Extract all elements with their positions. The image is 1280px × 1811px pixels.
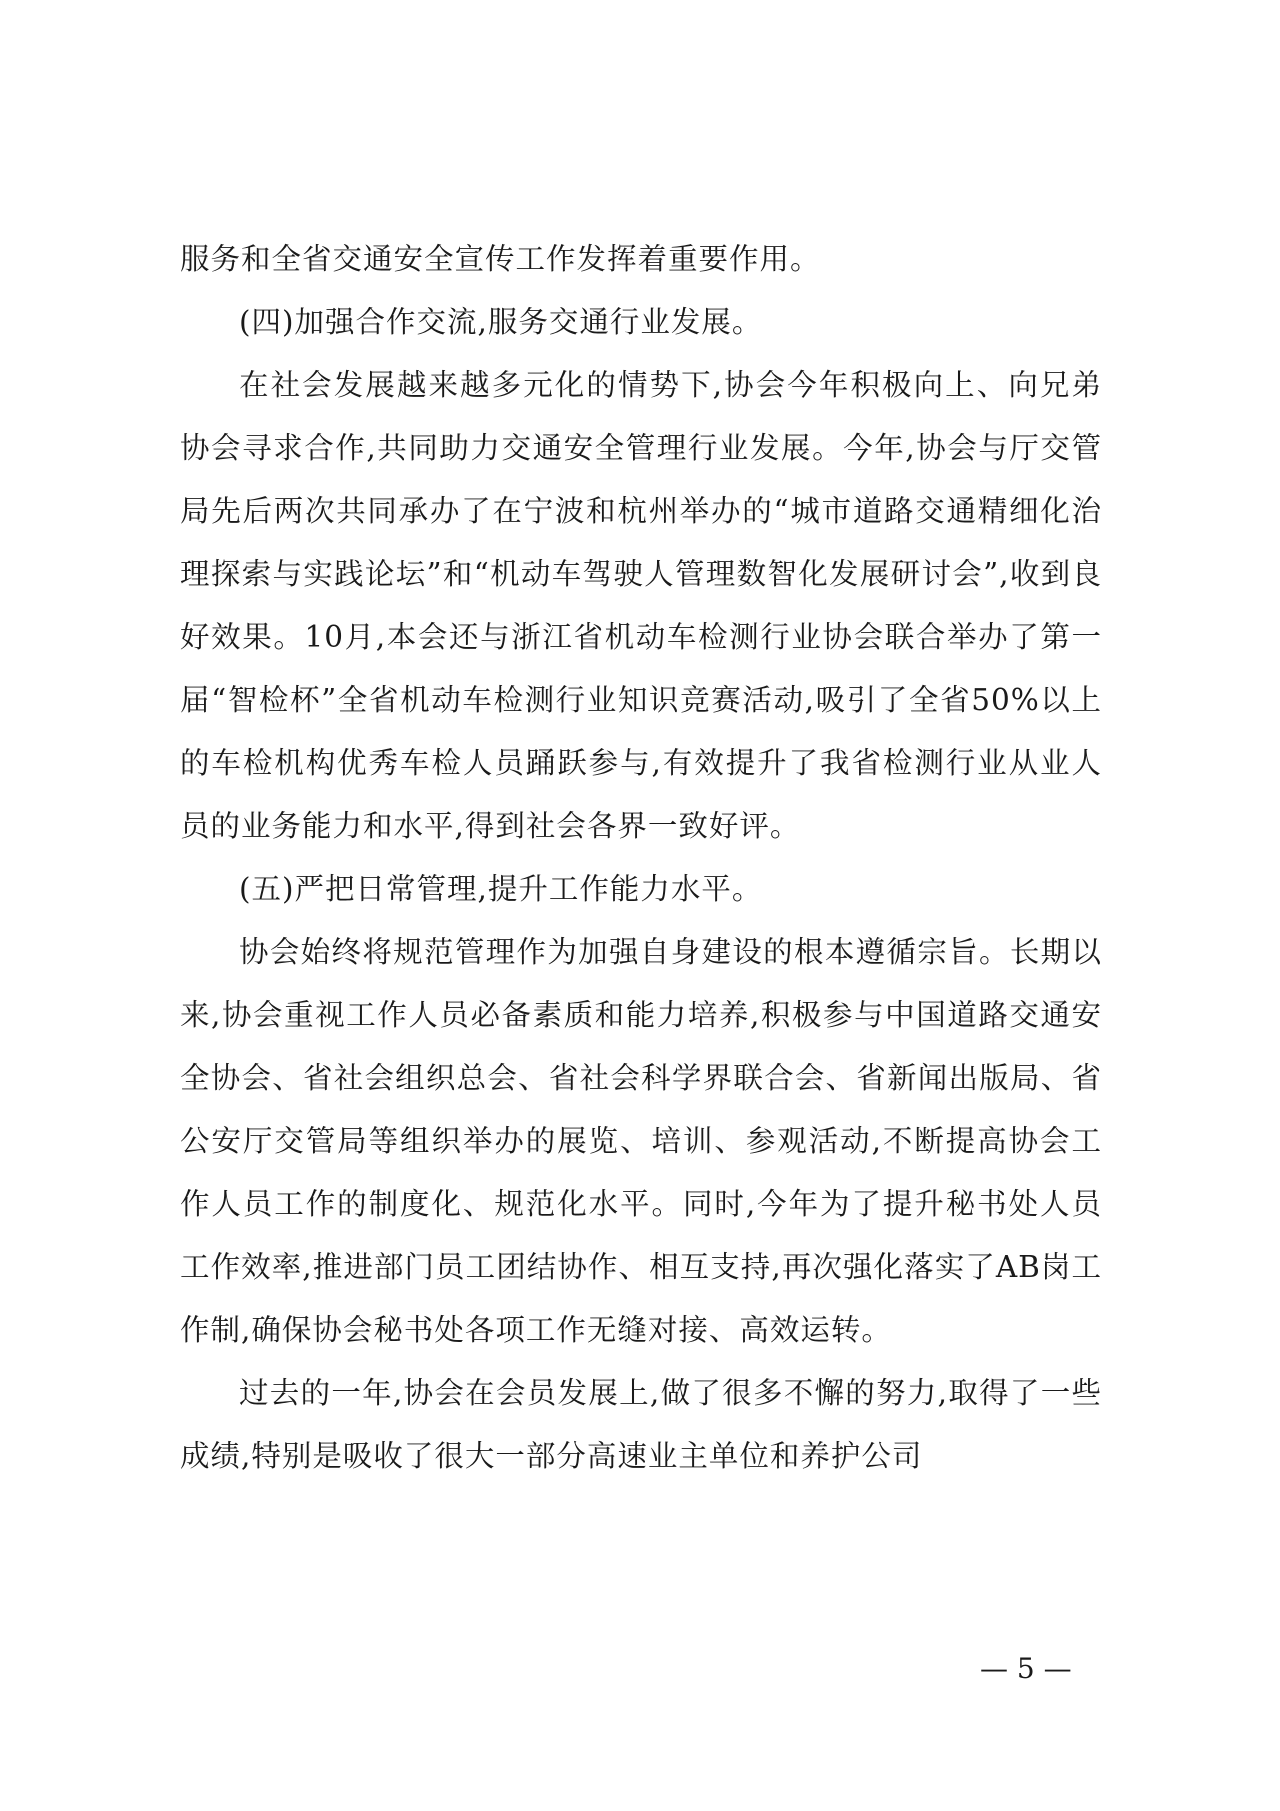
paragraph-membership: 过去的一年,协会在会员发展上,做了很多不懈的努力,取得了一些成绩,特别是吸收了很大一部分高速业主单位和养护公司 (180, 1376, 1102, 1473)
continuation-paragraph: 服务和全省交通安全宣传工作发挥着重要作用。 (180, 242, 821, 276)
page-number: — 5 — (980, 1652, 1072, 1685)
section-heading-5: (五)严把日常管理,提升工作能力水平。 (239, 872, 763, 906)
paragraph-cooperation: 在社会发展越来越多元化的情势下,协会今年积极向上、向兄弟协会寻求合作,共同助力交通安全管理行业发展。今年,协会与厅交管局先后两次共同承办了在宁波和杭州举办的“城市道路交通精细化治理探索与实践论坛”和“机动车驾驶人管理数智化发展研讨会”,收到良好效果。10月,本会还与浙江省机动车检测行业协会联合举办了第一届“智检杯”全省机动车检测行业知识竞赛活动,吸引了全省50%以上的车检机构优秀车检人员踊跃参与,有效提升了我省检测行业从业人员的业务能力和水平,得到社会各界一致好评。 (180, 368, 1102, 843)
section-heading-4: (四)加强合作交流,服务交通行业发展。 (239, 305, 763, 339)
body-text (180, 228, 1102, 1488)
paragraph-management: 协会始终将规范管理作为加强自身建设的根本遵循宗旨。长期以来,协会重视工作人员必备素质和能力培养,积极参与中国道路交通安全协会、省社会组织总会、省社会科学界联合会、省新闻出版局、省公安厅交管局等组织举办的展览、培训、参观活动,不断提高协会工作人员工作的制度化、规范化水平。同时,今年为了提升秘书处人员工作效率,推进部门员工团结协作、相互支持,再次强化落实了AB岗工作制,确保协会秘书处各项工作无缝对接、高效运转。 (180, 935, 1102, 1347)
